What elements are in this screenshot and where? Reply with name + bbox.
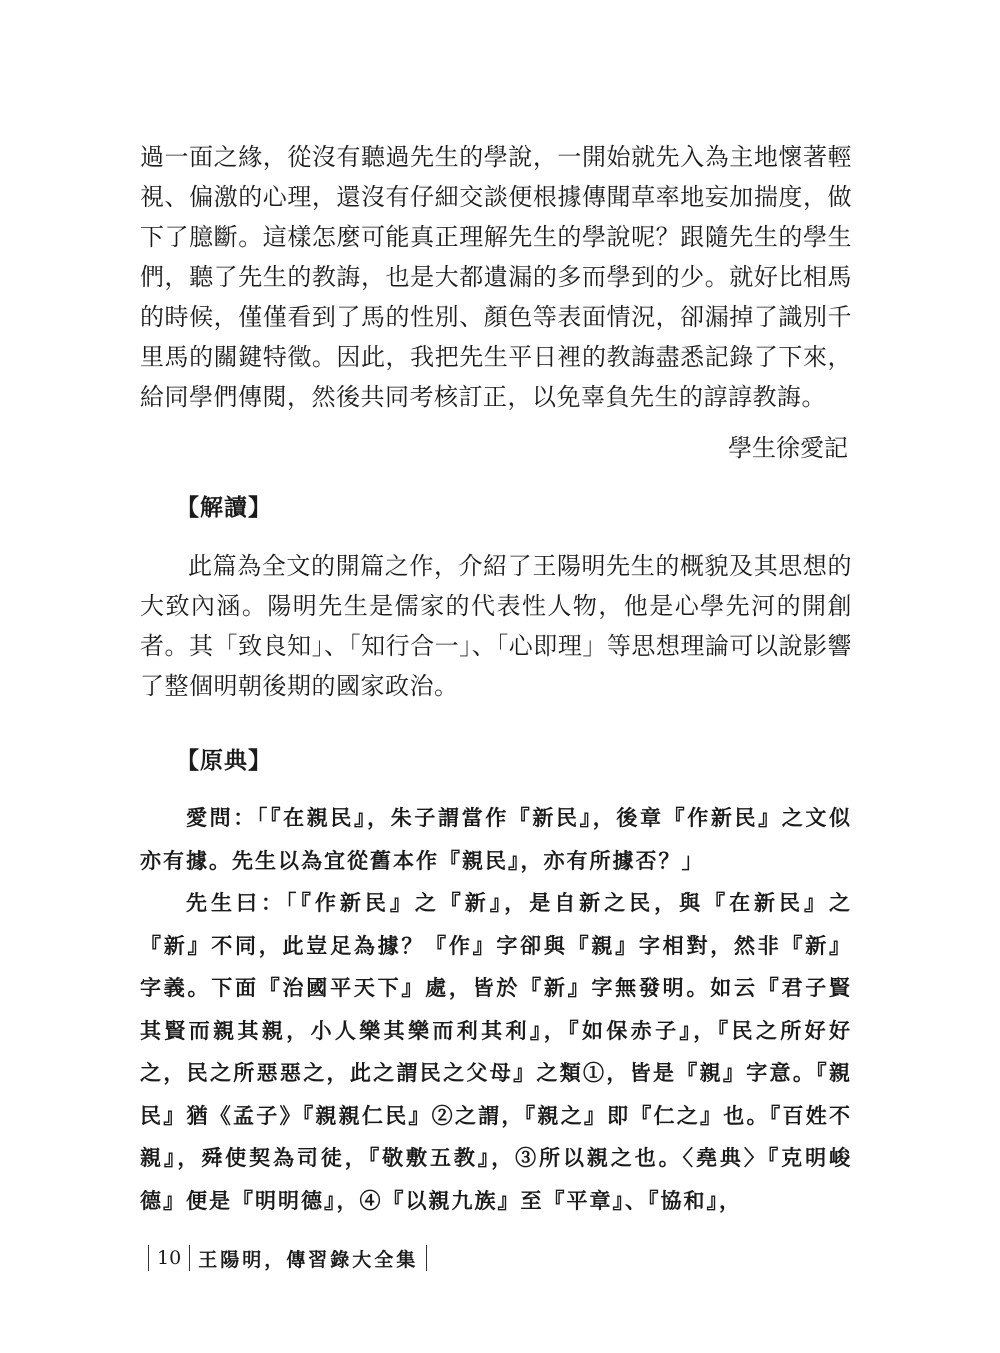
original-paragraph-1: 愛問：「『在親民』，朱子謂當作『新民』，後章『作新民』之文似亦有據。先生以為宜從舊本作『親民』，亦有所據否？」 <box>140 805 852 873</box>
page-number: 10 <box>157 1247 182 1269</box>
signature: 學生徐愛記 <box>728 434 848 462</box>
interpretation-heading: 【解讀】 <box>176 495 272 521</box>
footer-divider <box>189 1245 190 1271</box>
page-footer <box>140 1244 435 1272</box>
original-paragraph-2: 先生曰：「『作新民』之『新』，是自新之民，與『在新民』之『新』不同，此豈足為據？『作』字卻與『親』字相對，然非『新』字義。下面『治國平天下』處，皆於『新』字無發明。如云『君子賢其賢而親其親，小人樂其樂而利其利』，『如保赤子』，『民之所好好之，民之所惡惡之，此之謂民之父母』之類①，皆是『親』字意。『親民』猶《孟子》『親親仁民』②之謂，『親之』即『仁之』也。『百姓不親』，舜使契為司徒，『敬敷五教』，③所以親之也。〈堯典〉『克明峻德』便是『明明德』，④『以親九族』至『平章』、『協和』， <box>140 890 852 1213</box>
preface-paragraph: 過一面之緣，從沒有聽過先生的學說，一開始就先入為主地懷著輕視、偏激的心理，還沒有仔細交談便根據傳聞草率地妄加揣度，做下了臆斷。這樣怎麼可能真正理解先生的學說呢？跟隨先生的學生們，聽了先生的教誨，也是大都遺漏的多而學到的少。就好比相馬的時候，僅僅看到了馬的性別、顏色等表面情況，卻漏掉了識別千里馬的關鍵特徵。因此，我把先生平日裡的教誨盡悉記錄了下來，給同學們傳閱，然後共同考核訂正，以免辜負先生的諄諄教誨。 <box>140 143 852 411</box>
footer-divider <box>426 1245 427 1271</box>
interpretation-paragraph: 此篇為全文的開篇之作，介紹了王陽明先生的概貌及其思想的大致內涵。陽明先生是儒家的代表性人物，他是心學先河的開創者。其「致良知」、「知行合一」、「心即理」等思想理論可以說影響了整個明朝後期的國家政治。 <box>140 552 852 700</box>
footer-divider <box>148 1245 149 1271</box>
original-heading: 【原典】 <box>176 748 272 774</box>
book-title: 王陽明，傳習錄大全集 <box>198 1248 419 1271</box>
